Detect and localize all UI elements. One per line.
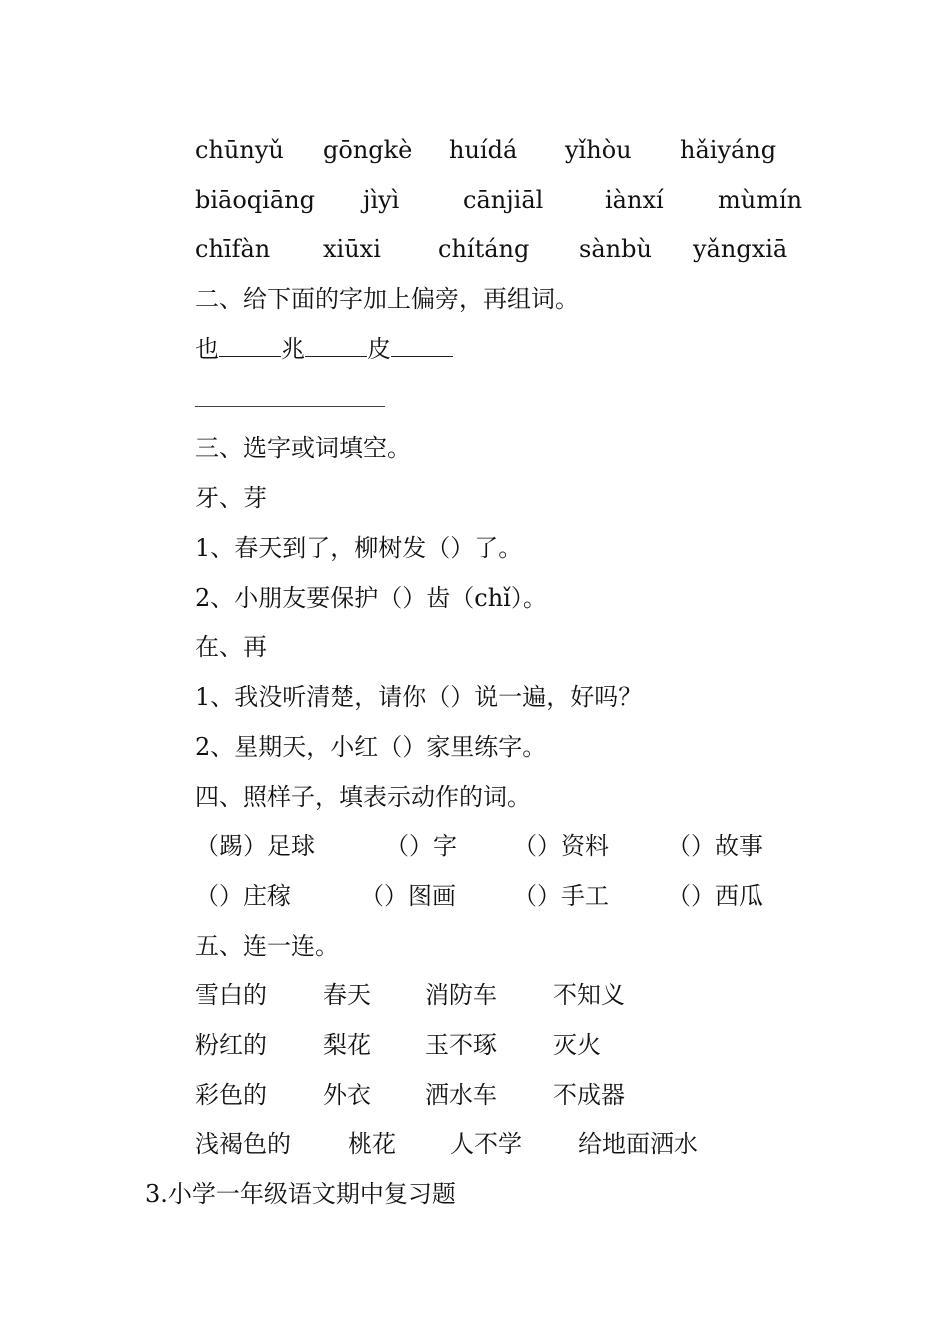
pinyin-word: chīfàn (195, 235, 271, 263)
matching-item: 消防车 (425, 981, 497, 1009)
matching-item: 春天 (323, 981, 371, 1009)
matching-item: 不知义 (553, 981, 625, 1009)
matching-item: 不成器 (553, 1081, 625, 1109)
pinyin-word: chítáng (438, 235, 530, 263)
section-3-title: 三、选字或词填空。 (195, 434, 411, 462)
pinyin-word: biāoqiāng (195, 186, 315, 214)
choice-group-label: 在、再 (195, 633, 267, 661)
word-answer-blank[interactable] (195, 406, 385, 407)
matching-item: 人不学 (450, 1130, 522, 1158)
action-word-item: （）庄稼 (195, 882, 291, 910)
matching-item: 玉不琢 (425, 1031, 497, 1059)
section-2-title: 二、给下面的字加上偏旁，再组词。 (195, 285, 579, 313)
matching-item: 雪白的 (195, 981, 267, 1009)
pinyin-word: yǎngxiā (693, 235, 788, 263)
fill-question: 1、我没听清楚，请你（）说一遍，好吗？ (195, 683, 643, 711)
radical-char: 皮 (367, 335, 391, 363)
section-5-title: 五、连一连。 (195, 932, 339, 960)
pinyin-word: chūnyǔ (195, 136, 284, 164)
pinyin-word: hǎiyáng (680, 136, 777, 164)
answer-blank[interactable] (219, 330, 281, 357)
matching-item: 彩色的 (195, 1081, 267, 1109)
fill-question: 2、小朋友要保护（）齿（chǐ）。 (195, 584, 547, 612)
matching-item: 梨花 (323, 1031, 371, 1059)
action-word-item: （）字 (385, 832, 457, 860)
pinyin-word: sànbù (579, 235, 652, 263)
pinyin-word: huídá (449, 136, 518, 164)
action-word-item: （）手工 (513, 882, 609, 910)
radical-char: 也 (195, 335, 219, 363)
matching-item: 浅褐色的 (195, 1130, 291, 1158)
matching-item: 灭火 (553, 1031, 601, 1059)
action-word-item: （）资料 (513, 832, 609, 860)
matching-item: 给地面洒水 (578, 1130, 698, 1158)
answer-blank[interactable] (305, 330, 367, 357)
pinyin-word: xiūxi (323, 235, 381, 263)
pinyin-word: cānjiāl (463, 186, 544, 214)
pinyin-word: jìyì (363, 186, 400, 214)
section-4-title: 四、照样子，填表示动作的词。 (195, 783, 531, 811)
action-word-item: （）图画 (360, 882, 456, 910)
answer-blank[interactable] (391, 330, 453, 357)
pinyin-word: gōngkè (323, 136, 413, 164)
pinyin-word: mùmín (718, 186, 803, 214)
action-word-item: （）西瓜 (667, 882, 763, 910)
matching-item: 洒水车 (425, 1081, 497, 1109)
radical-exercise (195, 329, 453, 369)
action-word-item: （踢）足球 (195, 832, 315, 860)
choice-group-label: 牙、芽 (195, 484, 267, 512)
action-word-item: （）故事 (667, 832, 763, 860)
radical-char: 兆 (281, 335, 305, 363)
pinyin-word: iànxí (605, 186, 664, 214)
next-section-heading: 3.小学一年级语文期中复习题 (145, 1180, 456, 1208)
pinyin-word: yǐhòu (565, 136, 632, 164)
matching-item: 外衣 (323, 1081, 371, 1109)
matching-item: 粉红的 (195, 1031, 267, 1059)
matching-item: 桃花 (348, 1130, 396, 1158)
fill-question: 2、星期天，小红（）家里练字。 (195, 733, 547, 761)
fill-question: 1、春天到了，柳树发（）了。 (195, 534, 523, 562)
